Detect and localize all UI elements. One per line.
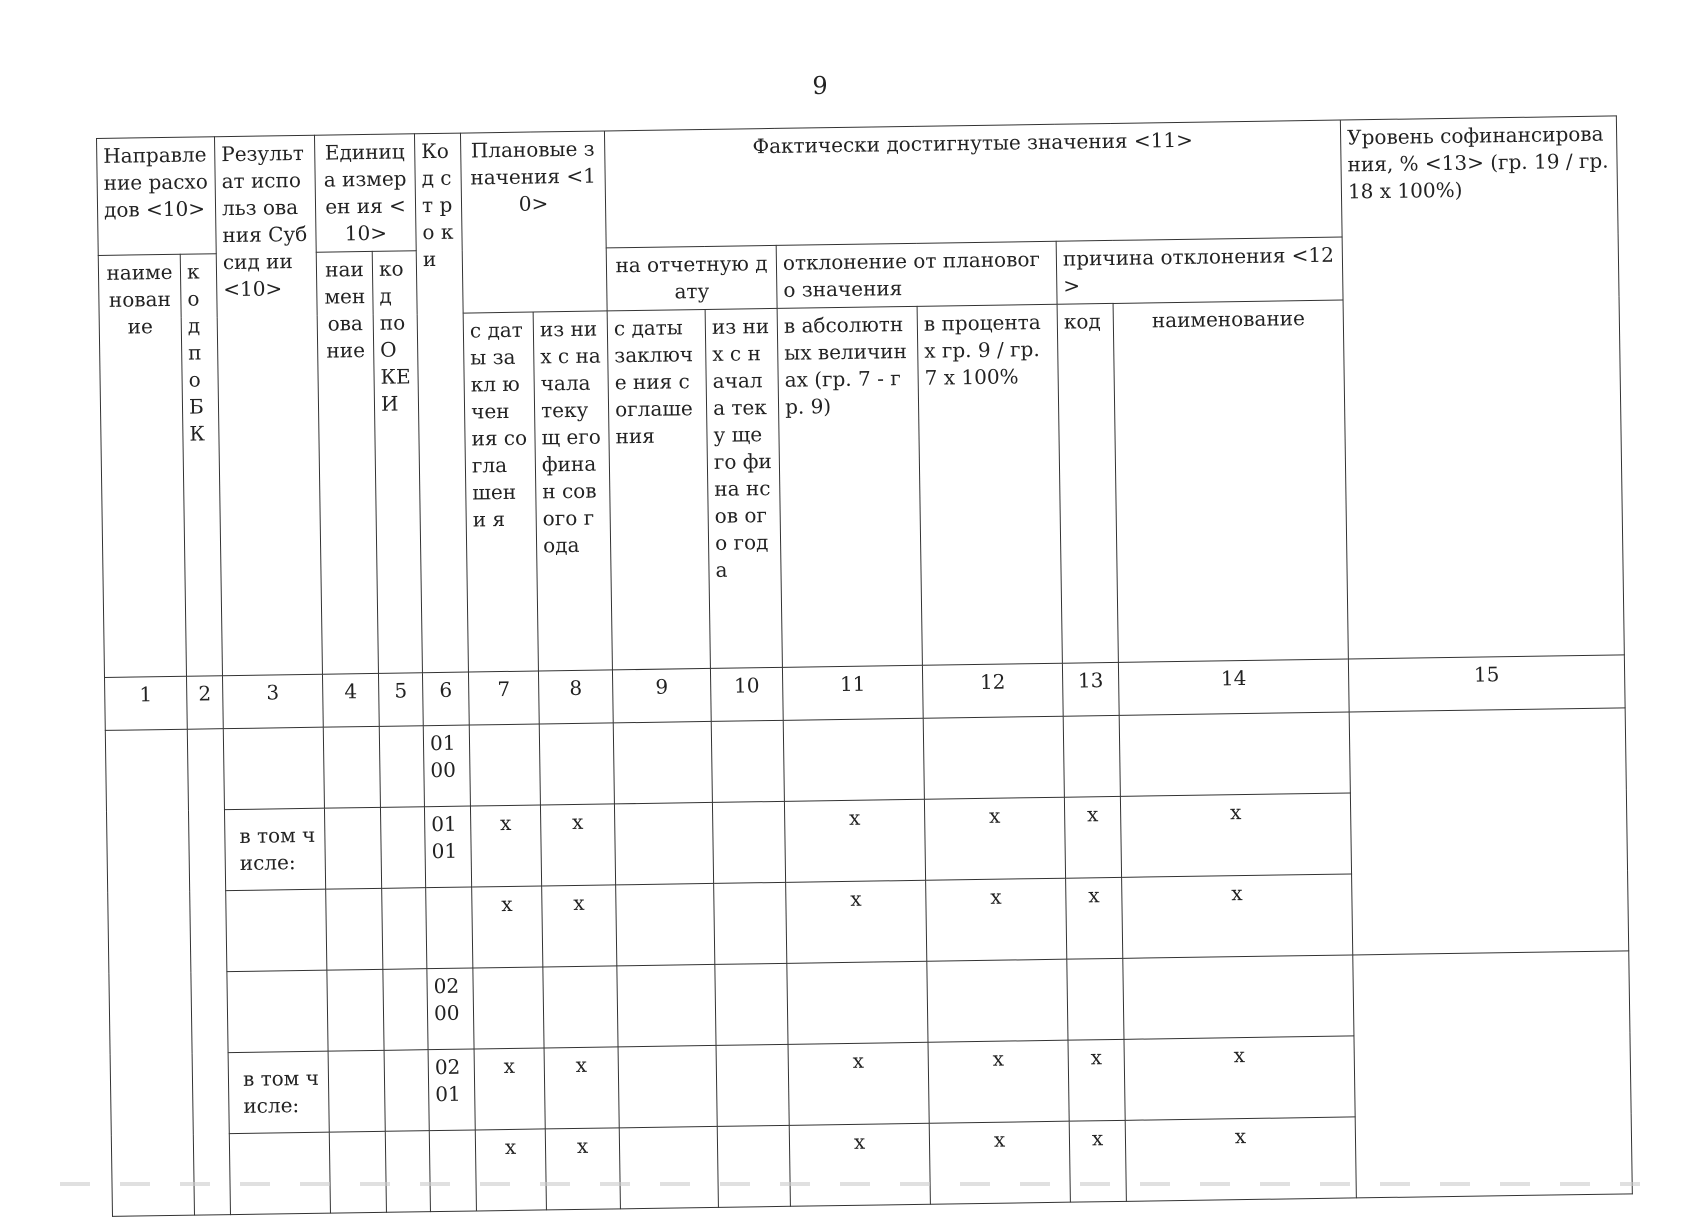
result-cell: в том числе:: [224, 808, 325, 890]
reason-code-cell: х: [1064, 796, 1121, 878]
column-number: 12: [922, 663, 1063, 718]
deviation-pct-cell: х: [926, 878, 1067, 961]
column-number: 6: [422, 672, 469, 726]
header-actual: Фактически достигнутые значения <11>: [604, 120, 1342, 248]
header-direction: Направле ние расходов <10>: [97, 137, 217, 256]
header-deviation-abs: в абсолютных величинах (гр. 7 - гр. 9): [777, 306, 922, 667]
unit-name-cell: [329, 1131, 386, 1213]
row-code-cell: 02 01: [428, 1049, 475, 1131]
plan-agreement-cell: [469, 724, 540, 806]
reason-name-cell: [1123, 955, 1354, 1039]
page-number: 9: [812, 72, 828, 100]
column-number: 3: [222, 674, 323, 728]
actual-year-cell: [711, 720, 784, 802]
plan-year-cell: [539, 723, 614, 805]
deviation-pct-cell: х: [928, 1040, 1069, 1123]
column-number: 14: [1118, 659, 1349, 715]
plan-year-cell: х: [545, 1128, 620, 1210]
header-row-1: [97, 116, 1619, 256]
header-direction-name: наиме нован ие: [98, 254, 186, 677]
actual-year-cell: [717, 1125, 790, 1207]
actual-year-cell: [714, 882, 787, 964]
deviation-pct-cell: х: [924, 797, 1065, 880]
header-on-date: на отчетную дату: [606, 245, 777, 311]
unit-name-cell: [327, 969, 384, 1051]
header-on-date-from-year: из них с начал а теку щего фина нсов ого года: [705, 308, 782, 668]
column-number: 11: [782, 665, 923, 720]
column-number: 13: [1062, 662, 1119, 716]
column-number: 4: [322, 673, 379, 727]
column-number: 10: [710, 667, 783, 721]
column-number: 2: [186, 676, 223, 730]
header-reason-code: код: [1057, 303, 1118, 663]
actual-year-cell: [715, 963, 788, 1045]
result-cell: [229, 1132, 330, 1214]
reason-name-cell: х: [1125, 1117, 1356, 1201]
deviation-abs-cell: [787, 961, 928, 1044]
plan-agreement-cell: х: [472, 886, 543, 968]
deviation-abs-cell: х: [789, 1123, 930, 1206]
header-plan: Плановые значения <10>: [460, 131, 607, 313]
cofinancing-cell: [1349, 708, 1629, 955]
reason-code-cell: х: [1066, 877, 1123, 959]
direction-name-cell: [105, 729, 194, 1216]
unit-code-cell: [380, 807, 425, 889]
deviation-pct-cell: х: [929, 1121, 1070, 1204]
reason-code-cell: х: [1069, 1120, 1126, 1202]
header-deviation: отклонение от планового значения: [776, 241, 1057, 308]
deviation-abs-cell: х: [786, 880, 927, 963]
plan-agreement-cell: х: [470, 805, 541, 887]
unit-code-cell: [383, 969, 428, 1051]
reason-name-cell: х: [1120, 793, 1351, 877]
column-number: 5: [378, 673, 423, 727]
scan-artifact-line: [60, 1182, 1640, 1186]
column-number: 7: [468, 671, 539, 725]
deviation-abs-cell: [783, 718, 924, 801]
report-sheet: [96, 115, 1632, 1216]
header-result: Результ ат использ ования Субсид ии <10>: [214, 135, 322, 675]
plan-year-cell: х: [540, 804, 615, 886]
header-unit-name: наи мен ова ние: [316, 251, 378, 674]
column-number: 8: [538, 670, 613, 724]
result-cell: [223, 727, 324, 809]
row-code-cell: [426, 887, 473, 969]
header-direction-code: ко д по Б К: [180, 254, 222, 676]
unit-code-cell: [379, 726, 424, 808]
plan-year-cell: х: [542, 885, 617, 967]
actual-agreement-cell: [613, 721, 712, 803]
unit-name-cell: [328, 1050, 385, 1132]
header-reason-name: наименование: [1113, 300, 1348, 662]
actual-year-cell: [712, 801, 785, 883]
column-number: 15: [1348, 655, 1625, 712]
unit-name-cell: [324, 807, 381, 889]
header-deviation-pct: в процентах гр. 9 / гр. 7 х 100%: [917, 304, 1062, 665]
unit-name-cell: [323, 726, 380, 808]
unit-code-cell: [385, 1131, 430, 1213]
unit-code-cell: [384, 1050, 429, 1132]
column-number: 9: [612, 668, 711, 722]
header-row-code: Ко д ст ро ки: [414, 133, 468, 673]
actual-year-cell: [716, 1044, 789, 1126]
plan-year-cell: [543, 966, 618, 1048]
reason-code-cell: [1067, 958, 1124, 1040]
report-table: [96, 115, 1633, 1216]
reason-name-cell: х: [1124, 1036, 1355, 1120]
result-cell: в том числе:: [228, 1051, 329, 1133]
actual-agreement-cell: [618, 1045, 717, 1127]
row-code-cell: [429, 1130, 476, 1212]
result-cell: [226, 889, 327, 971]
deviation-abs-cell: х: [788, 1042, 929, 1125]
reason-name-cell: [1119, 712, 1350, 796]
header-unit-code: ко д по О КЕ И: [372, 251, 422, 674]
row-code-cell: 01 01: [424, 806, 471, 888]
deviation-pct-cell: [927, 959, 1068, 1042]
result-cell: [227, 970, 328, 1052]
reason-code-cell: [1063, 715, 1120, 797]
reason-name-cell: х: [1122, 874, 1353, 958]
header-on-date-from-agreement: с даты заключе ния соглаше ния: [607, 309, 710, 669]
header-reason: причина отклонения <12>: [1056, 237, 1343, 304]
actual-agreement-cell: [617, 964, 716, 1046]
header-plan-from-agreement: с даты закл ючен ия согла шени я: [463, 312, 538, 672]
deviation-pct-cell: [923, 716, 1064, 799]
actual-agreement-cell: [619, 1126, 718, 1208]
reason-code-cell: х: [1068, 1039, 1125, 1121]
row-code-cell: 02 00: [427, 968, 474, 1050]
actual-agreement-cell: [614, 802, 713, 884]
plan-year-cell: х: [544, 1047, 619, 1129]
plan-agreement-cell: х: [474, 1048, 545, 1130]
actual-agreement-cell: [616, 883, 715, 965]
unit-code-cell: [382, 888, 427, 970]
header-cofinancing: Уровень софинансирования, % <13> (гр. 19 / гр. 18 х 100%): [1340, 116, 1624, 659]
plan-agreement-cell: х: [475, 1129, 546, 1211]
header-unit: Единиц а измерен ия <10>: [314, 134, 416, 252]
header-plan-from-year: из них с начала текущ его финан сового года: [533, 311, 612, 671]
column-number: 1: [105, 676, 188, 730]
cofinancing-cell: [1353, 951, 1633, 1198]
plan-agreement-cell: [473, 967, 544, 1049]
deviation-abs-cell: х: [784, 799, 925, 882]
unit-name-cell: [326, 888, 383, 970]
row-code-cell: 01 00: [423, 725, 470, 807]
